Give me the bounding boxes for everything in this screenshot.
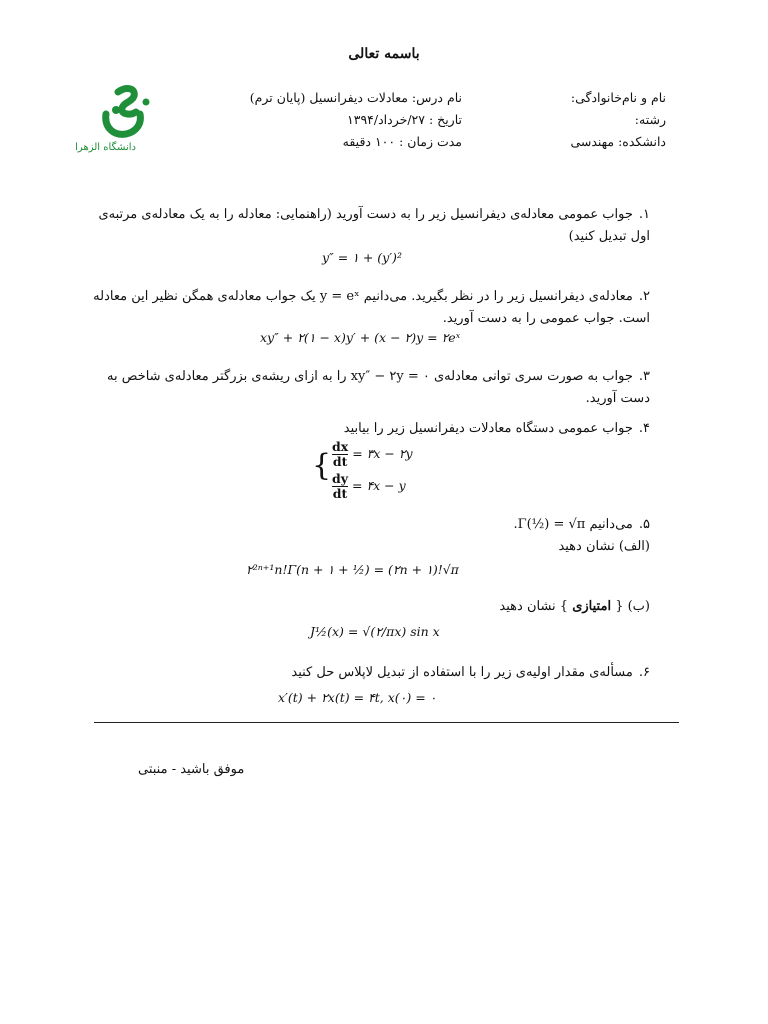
dy-dt-fraction: $\frac{dy}{dt}$: [332, 471, 349, 501]
question-2-number: ۲.: [638, 289, 650, 304]
divider-line: [94, 722, 679, 723]
question-1-formula: y″ = ۱ + (y′)²: [322, 250, 402, 265]
system-eq-1: $\frac{dx}{dt}$ = ۳x − ۲y: [332, 439, 413, 469]
question-6-formula: x′(t) + ۲x(t) = ۴t, x(۰) = ۰: [278, 690, 437, 705]
major-label: رشته:: [634, 112, 666, 127]
question-2: [90, 286, 650, 330]
question-5-text: می‌دانیم Γ(½) = √π.: [513, 517, 633, 532]
bonus-label: امتیازی: [572, 599, 612, 614]
question-1-number: ۱.: [638, 207, 650, 222]
question-1: [90, 204, 650, 248]
question-5: [90, 514, 650, 536]
question-4-number: ۴.: [638, 421, 650, 436]
faculty-label: دانشکده: مهندسی: [570, 134, 666, 149]
question-5-formula-b: J½(x) = √(۲/πx) sin x: [310, 624, 440, 639]
dx-dt-fraction: $\frac{dx}{dt}$: [332, 439, 349, 469]
system-eq-2: $\frac{dy}{dt}$ = ۴x − y: [332, 471, 406, 501]
logo-text: دانشگاه الزهرا: [75, 142, 136, 153]
question-5-part-b: (ب) { امتیازی } نشان دهید: [499, 599, 650, 614]
question-3-number: ۳.: [638, 369, 650, 384]
date-label: تاریخ : ۲۷/خرداد/۱۳۹۴: [347, 112, 462, 127]
question-4-text: جواب عمومی دستگاه معادلات دیفرانسیل زیر را بیابید: [343, 421, 633, 436]
system-brace: {: [312, 448, 332, 483]
question-5-formula-a: ۲²ⁿ⁺¹n!Γ(n + ۱ + ½) = (۲n + ۱)!√π: [246, 562, 459, 577]
question-2-text: معادله‌ی دیفرانسیل زیر را در نظر بگیرید. می‌دانیم y = eˣ یک جواب معادله‌ی همگن نظیر این معادله است. جواب عمومی را به دست آورید.: [93, 289, 650, 326]
university-logo: [75, 84, 178, 158]
question-4: [90, 418, 650, 440]
question-6-number: ۶.: [638, 665, 650, 680]
duration-label: مدت زمان : ۱۰۰ دقیقه: [342, 134, 462, 149]
question-5-number: ۵.: [638, 517, 650, 532]
question-3-text: جواب به صورت سری توانی معادله‌ی xy″ − ۲y = ۰ را به ازای ریشه‌ی بزرگتر معادله‌ی شاخص به دست آورید.: [107, 369, 650, 406]
question-6: [90, 662, 650, 684]
question-1-text: جواب عمومی معادله‌ی دیفرانسیل زیر را به دست آورید (راهنمایی: معادله را به یک معادله‌ی مرتبه‌ی اول تبدیل کنید): [98, 207, 650, 244]
question-2-formula: xy″ + ۲(۱ − x)y′ + (x − ۲)y = ۲eˣ: [260, 330, 461, 345]
footer-signature: موفق باشید - منبتی: [138, 762, 245, 777]
question-3: [90, 366, 650, 410]
question-5-part-a: (الف) نشان دهید: [558, 539, 650, 554]
student-name-label: نام و نام‌خانوادگی:: [570, 90, 666, 105]
exam-title: باسمه تعالی: [348, 46, 420, 62]
course-label: نام درس: معادلات دیفرانسیل (پایان ترم): [249, 90, 462, 105]
question-6-text: مسأله‌ی مقدار اولیه‌ی زیر را با استفاده از تبدیل لاپلاس حل کنید: [291, 665, 633, 680]
